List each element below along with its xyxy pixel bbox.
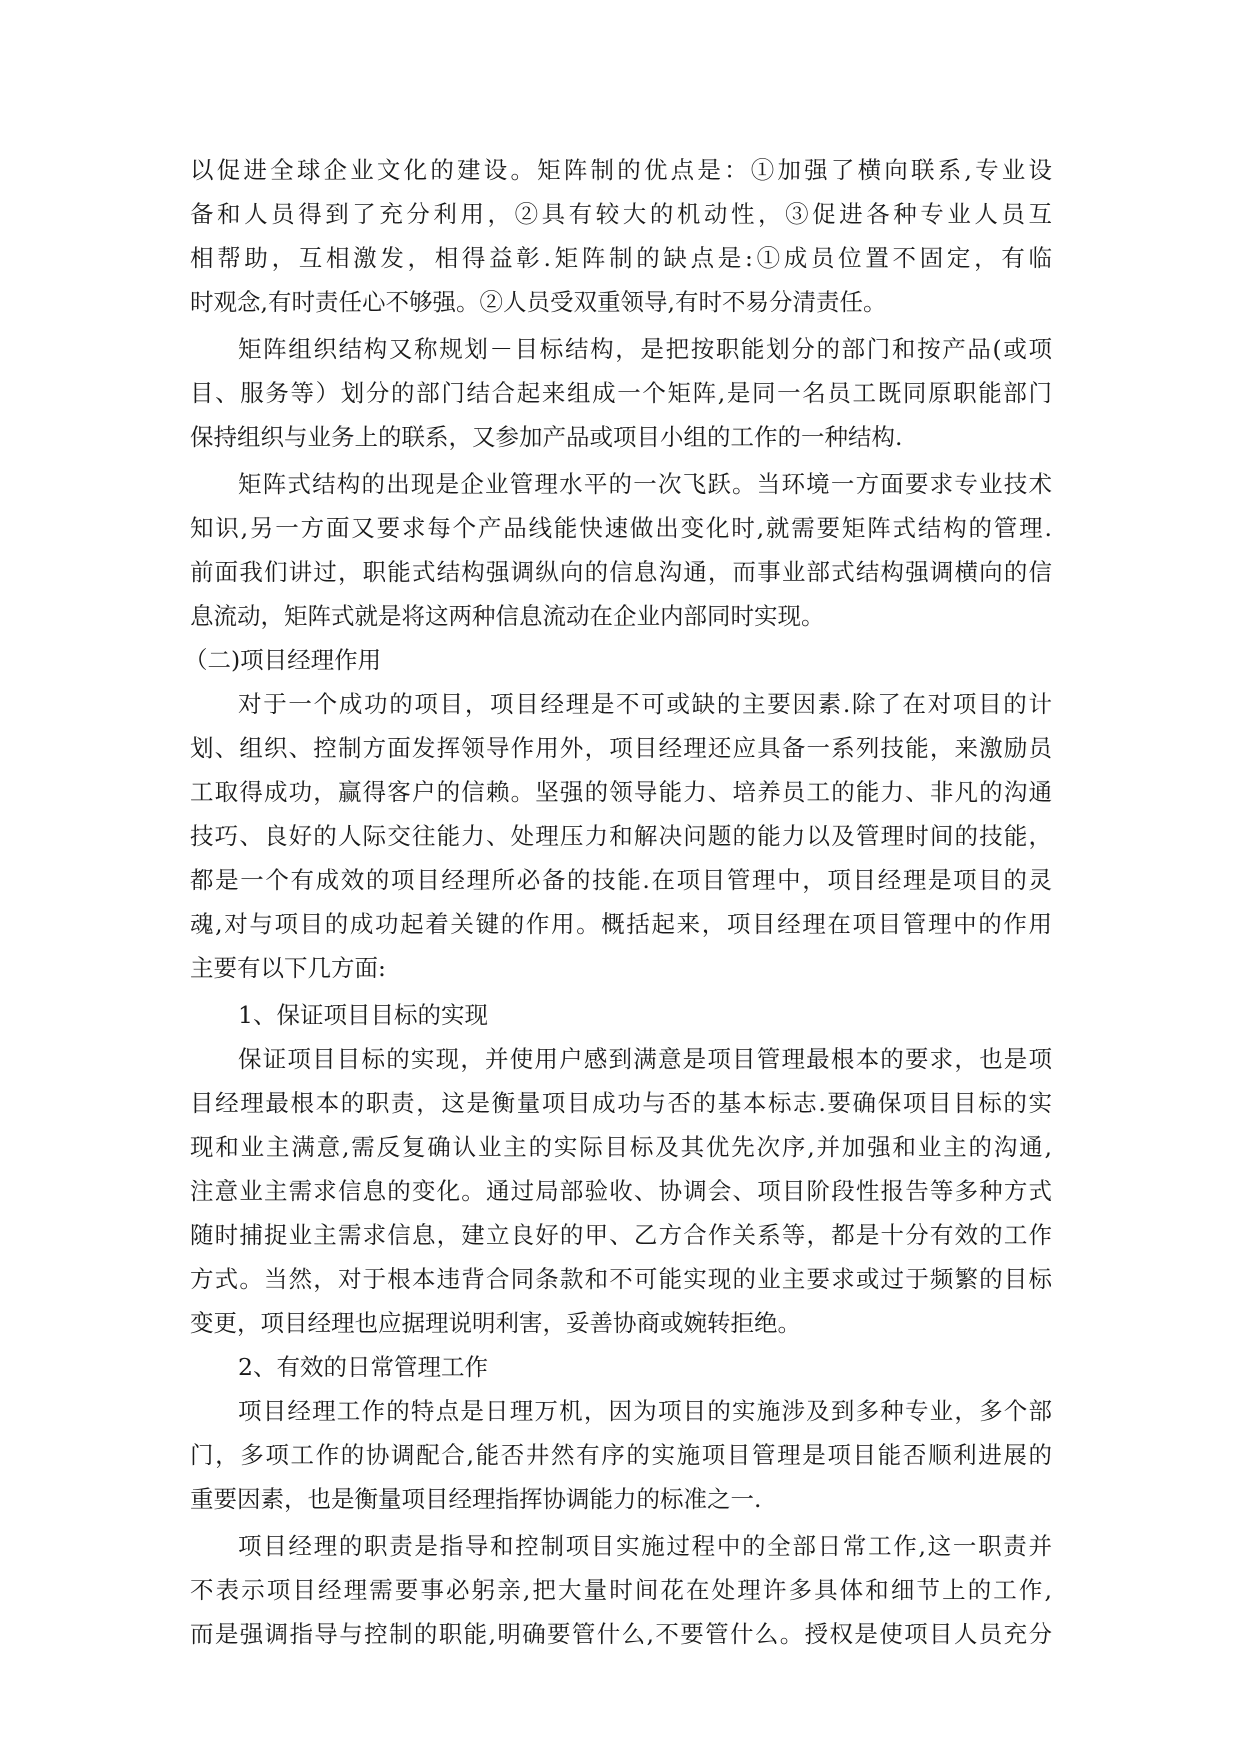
text-line: 息流动，矩阵式就是将这两种信息流动在企业内部同时实现。 xyxy=(190,602,825,630)
text-line: 而是强调指导与控制的职能,明确要管什么,不要管什么。授权是使项目人员充分 xyxy=(190,1620,1052,1648)
text-line: 前面我们讲过，职能式结构强调纵向的信息沟通，而事业部式结构强调横向的信 xyxy=(190,558,1052,586)
text-line: 现和业主满意,需反复确认业主的实际目标及其优先次序,并加强和业主的沟通, xyxy=(190,1133,1052,1161)
text-line: 不表示项目经理需要事必躬亲,把大量时间花在处理许多具体和细节上的工作, xyxy=(190,1576,1052,1604)
text-line: 矩阵组织结构又称规划－目标结构，是把按职能划分的部门和按产品(或项 xyxy=(238,335,1052,363)
paragraph-5 xyxy=(190,682,1052,990)
text-line: 重要因素，也是衡量项目经理指挥协调能力的标准之一. xyxy=(190,1485,762,1513)
section-heading xyxy=(184,638,1052,682)
text-line: 主要有以下几方面: xyxy=(190,954,386,982)
text-line: 对于一个成功的项目，项目经理是不可或缺的主要因素.除了在对项目的计 xyxy=(238,690,1052,718)
document-page xyxy=(184,148,1052,1656)
text-line: 保持组织与业务上的联系，又参加产品或项目小组的工作的一种结构. xyxy=(190,423,903,451)
paragraph-9 xyxy=(190,1389,1052,1521)
text-line: 项目经理工作的特点是日理万机，因为项目的实施涉及到多种专业，多个部 xyxy=(238,1397,1052,1425)
text-line: 技巧、良好的人际交往能力、处理压力和解决问题的能力以及管理时间的技能， xyxy=(190,822,1052,850)
text-line: 都是一个有成效的项目经理所必备的技能.在项目管理中，项目经理是项目的灵 xyxy=(190,866,1052,894)
text-line: 保证项目目标的实现，并使用户感到满意是项目管理最根本的要求，也是项 xyxy=(238,1045,1052,1073)
text-line: 变更，项目经理也应据理说明利害，妥善协商或婉转拒绝。 xyxy=(190,1309,801,1337)
paragraph-3 xyxy=(190,462,1052,638)
text-line: 以促进全球企业文化的建设。矩阵制的优点是：①加强了横向联系,专业设 xyxy=(190,156,1052,184)
text-line: 门，多项工作的协调配合,能否井然有序的实施项目管理是项目能否顺利进展的 xyxy=(190,1441,1052,1469)
subheading-text: 1、保证项目目标的实现 xyxy=(238,1001,488,1029)
paragraph-1 xyxy=(190,148,1052,324)
paragraph-7 xyxy=(190,1037,1052,1345)
text-line: 矩阵式结构的出现是企业管理水平的一次飞跃。当环境一方面要求专业技术 xyxy=(238,470,1052,498)
text-line: 相帮助，互相激发，相得益彰.矩阵制的缺点是:①成员位置不固定，有临 xyxy=(190,244,1052,272)
text-line: 随时捕捉业主需求信息，建立良好的甲、乙方合作关系等，都是十分有效的工作 xyxy=(190,1221,1052,1249)
text-line: 工取得成功，赢得客户的信赖。坚强的领导能力、培养员工的能力、非凡的沟通 xyxy=(190,778,1052,806)
text-line: 目经理最根本的职责，这是衡量项目成功与否的基本标志.要确保项目目标的实 xyxy=(190,1089,1052,1117)
text-line: 备和人员得到了充分利用，②具有较大的机动性，③促进各种专业人员互 xyxy=(190,200,1052,228)
text-line: 划、组织、控制方面发挥领导作用外，项目经理还应具备一系列技能，来激励员 xyxy=(190,734,1052,762)
text-line: 魂,对与项目的成功起着关键的作用。概括起来，项目经理在项目管理中的作用 xyxy=(190,910,1052,938)
subheading-1 xyxy=(190,993,1052,1037)
subheading-text: 2、有效的日常管理工作 xyxy=(238,1353,488,1381)
text-line: 目、服务等）划分的部门结合起来组成一个矩阵,是同一名员工既同原职能部门 xyxy=(190,379,1052,407)
text-line: 项目经理的职责是指导和控制项目实施过程中的全部日常工作,这一职责并 xyxy=(238,1532,1052,1560)
text-line: 注意业主需求信息的变化。通过局部验收、协调会、项目阶段性报告等多种方式 xyxy=(190,1177,1052,1205)
text-line: 方式。当然，对于根本违背合同条款和不可能实现的业主要求或过于频繁的目标 xyxy=(190,1265,1052,1293)
text-line: 知识,另一方面又要求每个产品线能快速做出变化时,就需要矩阵式结构的管理. xyxy=(190,514,1052,542)
paragraph-10 xyxy=(190,1524,1052,1656)
text-line: 时观念,有时责任心不够强。②人员受双重领导,有时不易分清责任。 xyxy=(190,288,887,316)
section-heading-text: （二)项目经理作用 xyxy=(184,646,382,674)
subheading-2 xyxy=(190,1345,1052,1389)
paragraph-2 xyxy=(190,327,1052,459)
